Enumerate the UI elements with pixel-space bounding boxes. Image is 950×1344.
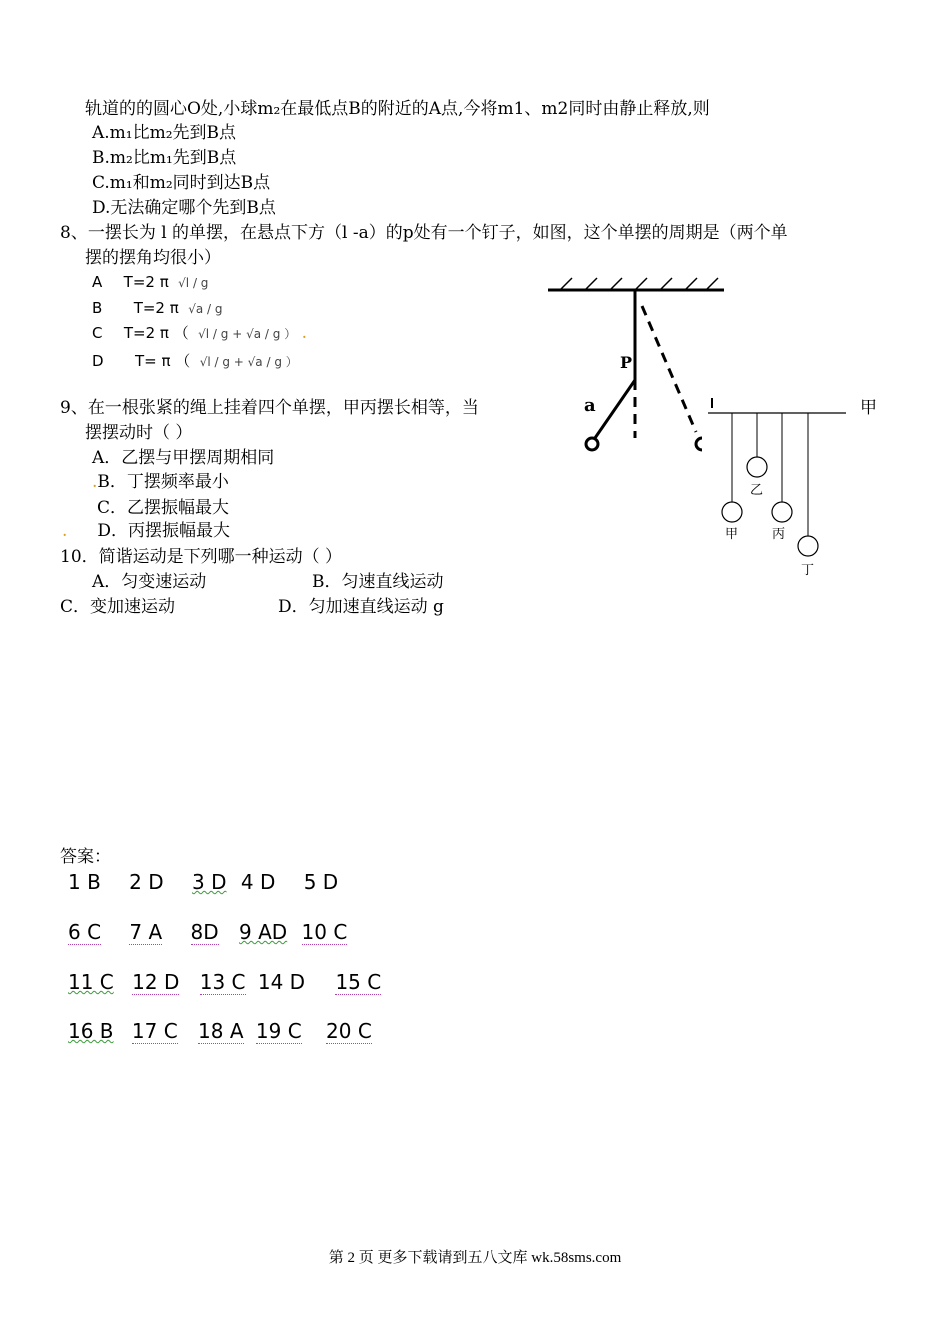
formula: T= π （: [134, 352, 191, 370]
formula: T=2 π （: [123, 324, 189, 342]
answer-item: 20 C: [326, 1019, 372, 1043]
option-label: C: [92, 324, 103, 342]
q8-option-b: [92, 298, 222, 318]
answers-row-3: [68, 970, 403, 995]
q8-option-c: [92, 322, 307, 343]
label-jia: 甲: [725, 527, 739, 542]
sqrt-expression: √a / g: [188, 302, 223, 316]
mark-dot: .: [301, 323, 308, 343]
q8-option-d: [92, 350, 298, 371]
answer-item: 15 C: [335, 970, 382, 994]
q9-option-c: C．乙摆振幅最大: [97, 498, 230, 518]
option-text: B．丁摆频率最小: [97, 472, 229, 492]
label-p: P: [620, 353, 633, 372]
q8-stem-line2: 摆的摆角均很小）: [85, 248, 221, 268]
q8-stem-line1: 8、一摆长为 l 的单摆，在悬点下方（l -a）的p处有一个钉子，如图，这个单摆的周期是（两个单: [60, 223, 788, 243]
answer-item: 18 A: [198, 1019, 244, 1043]
sqrt-expression: √l / g + √a / g ）: [198, 327, 297, 341]
answer-item: 16 B: [68, 1019, 114, 1043]
answer-item: 14 D: [257, 970, 306, 994]
answer-item: 12 D: [132, 970, 180, 994]
q7-option-b: B.m₂比m₁先到B点: [92, 148, 237, 168]
mark-dot: .: [92, 472, 98, 492]
answer-item: 3 D: [192, 870, 227, 894]
q9-stem-line3: 摆摆动时（ ）: [85, 423, 193, 443]
q10-option-a: A．匀变速运动: [92, 572, 207, 592]
bob-jia: [722, 502, 742, 522]
q7-text: 轨道的的圆心O处,小球m₂在最低点B的附近的A点,今将m1、m2同时由静止释放,则: [85, 99, 710, 119]
answer-item: 11 C: [68, 970, 114, 994]
bob-ding: [798, 536, 818, 556]
label-a: a: [584, 395, 596, 416]
label-bing: 丙: [772, 527, 786, 542]
four-pendulums-diagram: [700, 392, 850, 592]
q10-option-b: B．匀速直线运动: [312, 572, 444, 592]
string-swing: [595, 380, 635, 438]
q9-stem-line1: 9、在一根张紧的绳上挂着四个单摆，甲丙摆长相等，当: [60, 398, 479, 418]
option-label: D: [92, 352, 104, 370]
q7-option-a: A.m₁比m₂先到B点: [92, 123, 237, 143]
q10-stem: 10．简谐运动是下列哪一种运动（ ）: [60, 547, 343, 567]
answer-item: 8D: [190, 920, 219, 944]
q9-stem-line2: 甲: [860, 398, 877, 418]
page-footer: 第 2 页 更多下载请到五八文库 wk.58sms.com: [328, 1250, 622, 1266]
bob-yi: [747, 457, 767, 477]
answers-row-1: [68, 870, 360, 894]
answer-item: 4 D: [240, 870, 276, 894]
q7-option-d: D.无法确定哪个先到B点: [92, 198, 276, 218]
q8-option-a: [92, 272, 208, 292]
label-ding: 丁: [801, 563, 815, 578]
answer-item: 17 C: [131, 1019, 178, 1043]
answers-row-4: [68, 1019, 394, 1044]
q9-option-b: [92, 470, 229, 494]
answer-item: 13 C: [199, 970, 246, 994]
dashed-swing: [642, 306, 696, 432]
q10-option-d: D．匀加速直线运动 g: [278, 597, 444, 617]
bob-bing: [772, 502, 792, 522]
answer-item: 1 B: [68, 870, 101, 894]
sqrt-expression: √l / g: [178, 276, 209, 290]
option-label: A: [92, 273, 103, 291]
bob-left: [586, 438, 598, 450]
answer-item: 19 C: [255, 1019, 302, 1043]
formula: T=2 π: [133, 299, 179, 317]
formula: T=2 π: [123, 273, 169, 291]
q9-option-a: A．乙摆与甲摆周期相同: [92, 448, 275, 468]
sqrt-expression: √l / g + √a / g ）: [199, 355, 298, 369]
q9-option-d: [62, 519, 230, 543]
q7-option-c: C.m₁和m₂同时到达B点: [92, 173, 271, 193]
q10-option-c: C．变加速运动: [60, 597, 176, 617]
option-label: B: [92, 299, 103, 317]
ceiling-hatching: [560, 278, 718, 290]
label-yi: 乙: [750, 483, 764, 498]
answer-item: 2 D: [129, 870, 164, 894]
answer-item: 7 A: [129, 920, 163, 944]
answers-title: 答案：: [60, 847, 111, 867]
mark-dot: .: [62, 521, 68, 541]
answers-row-2: [68, 920, 369, 945]
answer-item: 9 AD: [239, 920, 288, 944]
answer-item: 5 D: [303, 870, 339, 894]
answer-item: 6 C: [68, 920, 102, 944]
answer-item: 10 C: [301, 920, 348, 944]
option-text: D．丙摆振幅最大: [97, 521, 231, 541]
